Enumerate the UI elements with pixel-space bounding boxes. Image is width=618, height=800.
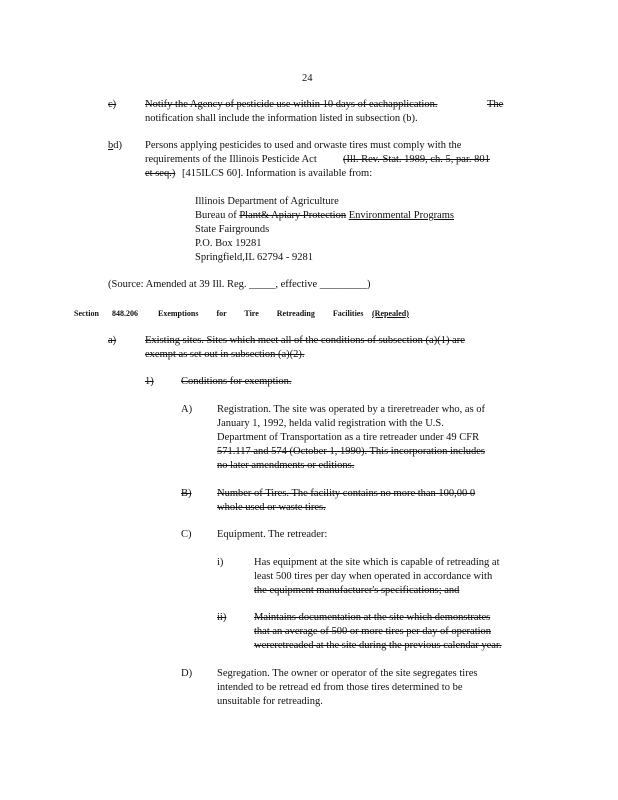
source-note: (Source: Amended at 39 Ill. Reg. _____, effective _________) [108, 279, 371, 290]
item-bd-label: bd) [108, 140, 122, 151]
item-a-label: a) [108, 335, 117, 346]
item-1-label: 1) [145, 376, 154, 387]
item-bd-line1: Persons applying pesticides to used and orwaste tires must comply with the [145, 140, 462, 151]
section-title: Exemptions for Tire Retreading Facilities [158, 309, 364, 318]
item-i-label: i) [217, 557, 224, 568]
item-B-label: B) [181, 488, 192, 499]
item-i-line1: Has equipment at the site which is capable of retreading at [254, 557, 500, 568]
item-bd-line2a: requirements of the Illinois Pesticide Act [145, 154, 317, 165]
address-line2 [195, 209, 454, 223]
section-label: Section [74, 309, 99, 318]
address-line4: P.O. Box 19281 [195, 238, 262, 249]
item-D-line1: Segregation. The owner or operator of the site segregates tires [217, 668, 478, 679]
item-B-line1: Number of Tires. The facility contains no more than 100,00 0 [217, 488, 476, 499]
item-ii-line3: wereretreaded at the site during the previous calendar year. [254, 640, 502, 651]
item-i-line2: least 500 tires per day when operated in accordance with [254, 571, 493, 582]
item-A-label: A) [181, 404, 193, 415]
item-C-line1: Equipment. The retreader: [217, 529, 328, 540]
item-a-line1: Existing sites. Sites which meet all of the conditions of subsection (a)(1) are [145, 335, 465, 346]
item-D-line2: intended to be retread ed from those tires determined to be [217, 682, 463, 693]
item-ii-line2: that an average of 500 or more tires per day of operation [254, 626, 492, 637]
address-line2b: Environmental Programs [348, 210, 454, 221]
item-A-line3: Department of Transportation as a tire retreader under 49 CFR [217, 432, 480, 443]
item-A-line1: Registration. The site was operated by a tireretreader who, as of [217, 404, 486, 415]
item-a-line2: exempt as set out in subsection (a)(2). [145, 349, 305, 360]
item-1-text: Conditions for exemption. [181, 376, 292, 387]
item-D-label: D) [181, 668, 193, 679]
item-A-line2: January 1, 1992, helda valid registration with the U.S. [217, 418, 444, 429]
section-number: 848.206 [112, 309, 138, 318]
item-A-line4: 571.117 and 574 (October 1, 1990). This incorporation includes [217, 446, 485, 457]
section-repealed: (Repealed) [372, 309, 409, 318]
item-bd-line2b: (Ill. Rev. Stat. 1989, ch. 5, par. 801 [343, 154, 490, 165]
address-line2-strike: Plant& Apiary Protection [239, 210, 347, 221]
address-line5: Springfield,IL 62794 - 9281 [195, 252, 314, 263]
address-line1: Illinois Department of Agriculture [195, 196, 339, 207]
address-line2a: Bureau of [195, 210, 237, 221]
item-B-line2: whole used or waste tires. [217, 502, 326, 513]
item-c-line2: notification shall include the information listed in subsection (b). [145, 113, 418, 124]
item-c-line1-tail: The [487, 99, 504, 110]
item-i-line3: the equipment manufacturer's specifications; and [254, 585, 460, 596]
item-ii-line1: Maintains documentation at the site which demonstrates [254, 612, 491, 623]
item-c-label: c) [108, 99, 117, 110]
item-bd-line3-rest: [415ILCS 60]. Information is available from: [182, 168, 373, 179]
item-D-line3: unsuitable for retreading. [217, 696, 323, 707]
item-A-line5: no later amendments or editions. [217, 460, 355, 471]
address-line3: State Fairgrounds [195, 224, 270, 235]
page-number: 24 [302, 73, 313, 84]
item-ii-label: ii) [217, 612, 227, 623]
item-bd-line3-strike: et seq.) [145, 168, 176, 179]
item-c-line1: Notify the Agency of pesticide use within 10 days of eachapplication. [145, 99, 438, 110]
item-C-label: C) [181, 529, 192, 540]
